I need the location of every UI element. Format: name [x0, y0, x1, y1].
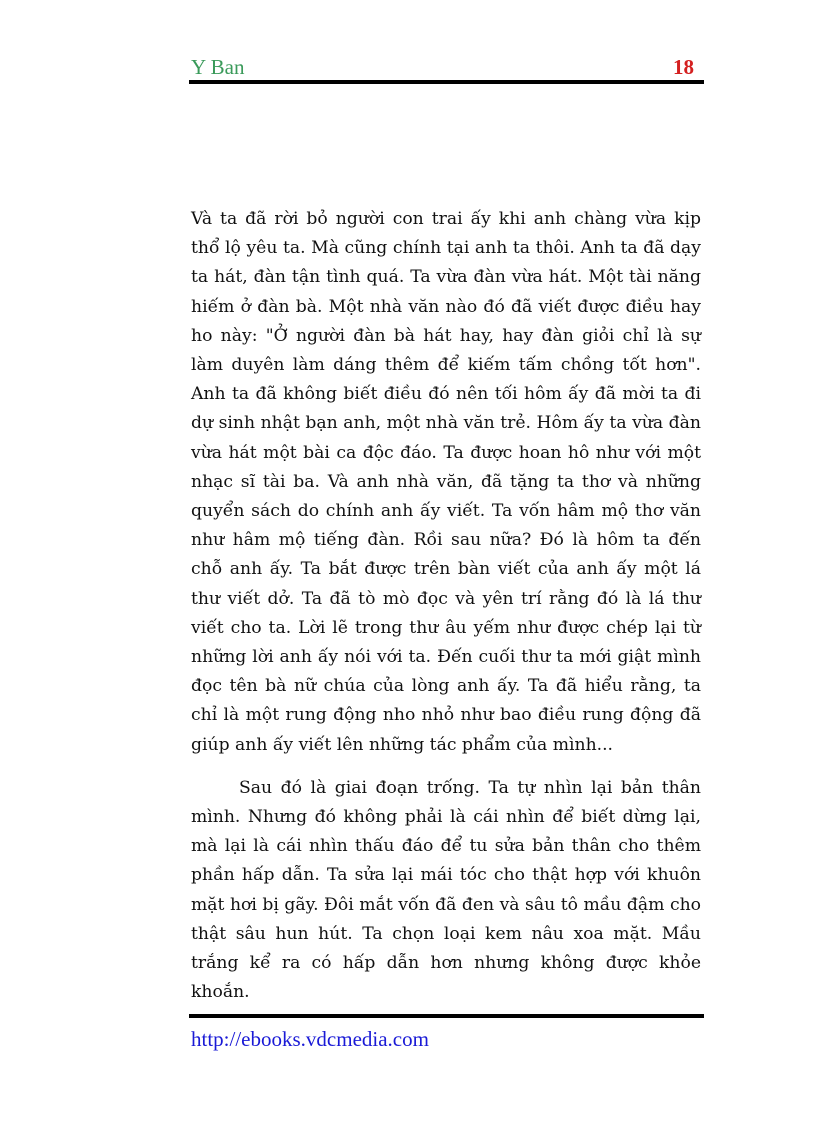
- footer-divider: [189, 1014, 704, 1018]
- header-divider: [189, 80, 704, 84]
- paragraph-2: Sau đó là giai đoạn trống. Ta tự nhìn lại bản thân mình. Nhưng đó không phải là cái nhìn để biết dừng lại, mà lại là cái nhìn thấu đáo để tu sửa bản thân cho thêm phần hấp dẫn. Ta sửa lại mái tóc cho thật hợp với khuôn mặt hơi bị gãy. Đôi mắt vốn đã đen và sâu tô mầu đậm cho thật sâu hun hút. Ta chọn loại kem nâu xoa mặt. Mầu trắng kể ra có hấp dẫn hơn nhưng không được khỏe khoắn.: [191, 777, 701, 1003]
- footer-link[interactable]: http://ebooks.vdcmedia.com: [191, 1027, 429, 1051]
- paragraph-1: Và ta đã rời bỏ người con trai ấy khi anh chàng vừa kịp thổ lộ yêu ta. Mà cũng chính tại anh ta thôi. Anh ta đã dạy ta hát, đàn tận tình quá. Ta vừa đàn vừa hát. Một tài năng hiếm ở đàn bà. Một nhà văn nào đó đã viết được điều hay ho này: "Ở người đàn bà hát hay, hay đàn giỏi chỉ là sự làm duyên làm dáng thêm để kiếm tấm chồng tốt hơn". Anh ta đã không biết điều đó nên tối hôm ấy đã mời ta đi dự sinh nhật bạn anh, một nhà văn trẻ. Hôm ấy ta vừa đàn vừa hát một bài ca độc đáo. Ta được hoan hô như với một nhạc sĩ tài ba. Và anh nhà văn, đã tặng ta thơ và những quyển sách do chính anh ấy viết. Ta vốn hâm mộ thơ văn như hâm mộ tiếng đàn. Rồi sau nữa? Đó là hôm ta đến chỗ anh ấy. Ta bắt được trên bàn viết của anh ấy một lá thư viết dở. Ta đã tò mò đọc và yên trí rằng đó là lá thư viết cho ta. Lời lẽ trong thư âu yếm như được chép lại từ những lời anh ấy nói với ta. Đến cuối thư ta mới giật mình đọc tên bà nữ chúa của lòng anh ấy. Ta đã hiểu rằng, ta chỉ là một rung động nho nhỏ như bao điều rung động đã giúp anh ấy viết lên những tác phẩm của mình...: [191, 209, 701, 755]
- body-text: [191, 205, 701, 1007]
- page-number: 18: [673, 55, 694, 79]
- header-title: Y Ban: [191, 55, 245, 79]
